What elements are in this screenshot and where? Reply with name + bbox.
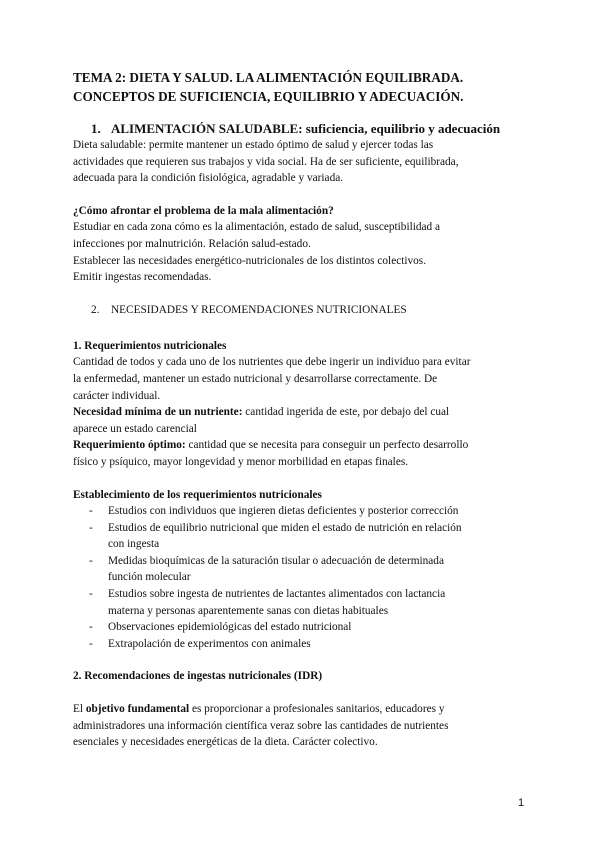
- recomendaciones-heading: 2. Recomendaciones de ingestas nutricionales (IDR): [73, 670, 323, 683]
- requerimientos-line: carácter individual.: [73, 389, 161, 402]
- requerimiento-optimo-line-2: físico y psíquico, mayor longevidad y menor morbilidad en etapas finales.: [73, 455, 409, 468]
- necesidad-minima: [73, 404, 533, 421]
- page-number: 1: [518, 797, 525, 809]
- establecimiento-list: [73, 503, 533, 652]
- recomendaciones-line: administradores una información científica veraz sobre las cantidades de nutrientes: [73, 719, 449, 732]
- question-heading: ¿Cómo afrontar el problema de la mala alimentación?: [73, 204, 334, 217]
- section-1-title: ALIMENTACIÓN SALUDABLE: suficiencia, equilibrio y adecuación: [111, 121, 501, 136]
- section-2-number: 2.: [91, 303, 100, 316]
- answer-line: Establecer las necesidades energético-nutricionales de los distintos colectivos.: [73, 254, 427, 267]
- title-line-1: TEMA 2: DIETA Y SALUD. LA ALIMENTACIÓN EQUILIBRADA.: [73, 70, 464, 85]
- list-item: - Estudios de equilibrio nutricional que miden el estado de nutrición en relación con ingesta: [89, 521, 462, 551]
- recomendaciones-paragraph: El objetivo fundamental es proporcionar a profesionales sanitarios, educadores y: [73, 703, 445, 716]
- list-item: - Estudios sobre ingesta de nutrientes de lactantes alimentados con lactancia materna y personas aparentemente sanas con dietas habituales: [89, 588, 446, 617]
- establecimiento-heading: Establecimiento de los requerimientos nutricionales: [73, 488, 322, 501]
- necesidad-minima-text: cantidad ingerida de este, por debajo del cual: [242, 406, 450, 419]
- recomendaciones-line: esenciales y necesidades energéticas de la dieta. Carácter colectivo.: [73, 736, 378, 749]
- requerimientos-line: Cantidad de todos y cada uno de los nutrientes que debe ingerir un individuo para evitar: [73, 356, 471, 369]
- objetivo-fundamental: objetivo fundamental: [85, 703, 190, 716]
- section-1-line: adecuada para la condición fisiológica, agradable y variada.: [73, 172, 344, 185]
- answer-line: infecciones por malnutrición. Relación salud-estado.: [73, 237, 311, 250]
- requerimiento-optimo-label: Requerimiento óptimo:: [73, 439, 186, 452]
- necesidad-minima-label: Necesidad mínima de un nutriente:: [73, 406, 243, 419]
- section-1-line: Dieta saludable: permite mantener un estado óptimo de salud y ejercer todas las: [73, 139, 434, 151]
- document-title: [73, 68, 533, 106]
- requerimientos-line: la enfermedad, mantener un estado nutricional y desarrollarse correctamente. De: [73, 372, 438, 385]
- document-page: [73, 68, 533, 751]
- section-2-title: NECESIDADES Y RECOMENDACIONES NUTRICIONALES: [111, 303, 407, 316]
- list-item: - Extrapolación de experimentos con animales: [89, 637, 311, 650]
- list-item: - Observaciones epidemiológicas del estado nutricional: [89, 621, 352, 634]
- answer-line: Emitir ingestas recomendadas.: [73, 271, 212, 284]
- title-line-2: CONCEPTOS DE SUFICIENCIA, EQUILIBRIO Y ADECUACIÓN.: [73, 89, 464, 104]
- list-item: - Medidas bioquímicas de la saturación tisular o adecuación de determinada función molecular: [89, 554, 444, 584]
- list-item: - Estudios con individuos que ingieren dietas deficientes y posterior corrección: [89, 505, 459, 518]
- requerimiento-optimo-text: cantidad que se necesita para conseguir un perfecto desarrollo: [185, 439, 469, 452]
- requerimientos-heading: 1. Requerimientos nutricionales: [73, 339, 227, 352]
- section-1-line: actividades que requieren sus trabajos y vida social. Ha de ser suficiente, equilibrada,: [73, 155, 459, 168]
- necesidad-minima-line-2: aparece un estado carencial: [73, 422, 197, 435]
- section-2-heading: [73, 302, 533, 318]
- answer-line: Estudiar en cada zona cómo es la alimentación, estado de salud, susceptibilidad a: [73, 221, 441, 234]
- requerimiento-optimo: [73, 437, 533, 454]
- section-1-number: 1.: [91, 121, 101, 136]
- section-1-heading: [73, 120, 533, 137]
